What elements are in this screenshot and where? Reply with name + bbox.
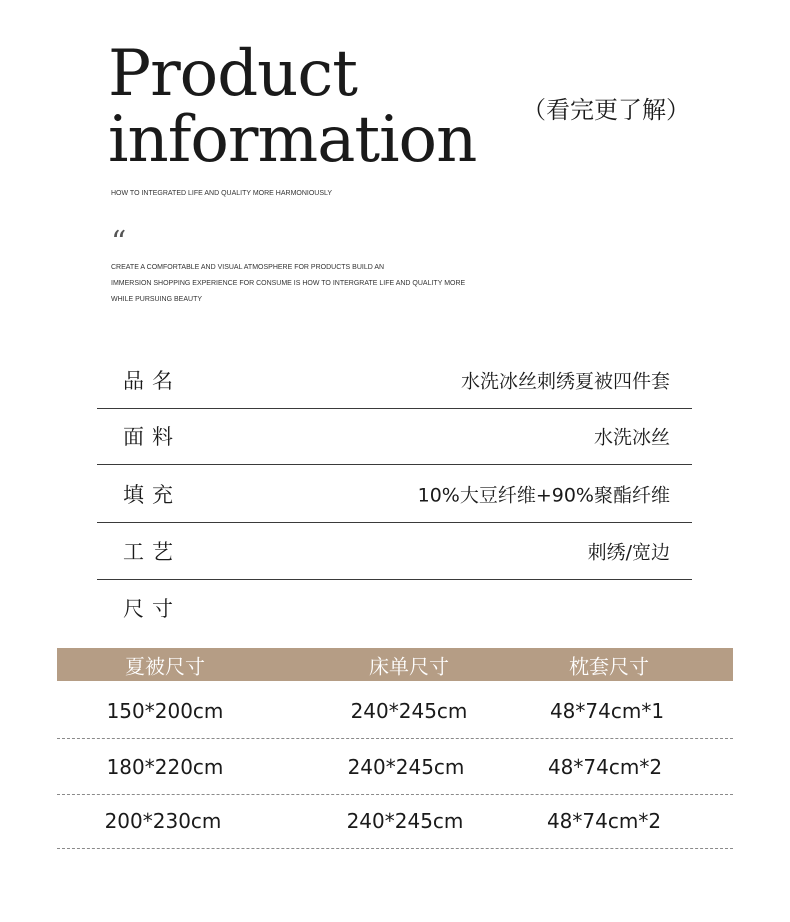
body-text-line-2: IMMERSION SHOPPING EXPERIENCE FOR CONSUME IS HOW TO INTERGRATE LIFE AND QUALITY MORE: [111, 280, 466, 287]
spec-label: 尺寸: [123, 597, 181, 621]
quilt-size-cell: 150*200cm: [106, 698, 224, 723]
spec-label: 品名: [123, 369, 181, 393]
size-table-row: [57, 683, 733, 739]
sheet-size-cell: 240*245cm: [346, 808, 464, 833]
spec-value: 10%大豆纤维+90%聚酯纤维: [417, 484, 670, 506]
size-table-row: [57, 739, 733, 795]
sheet-size-cell: 240*245cm: [347, 754, 465, 779]
quilt-size-cell: 200*230cm: [104, 808, 222, 833]
title-information: information: [108, 103, 477, 177]
spec-row-name: [97, 352, 692, 409]
body-text-line-3: WHILE PURSUING BEAUTY: [111, 296, 203, 303]
body-text-line-1: CREATE A COMFORTABLE AND VISUAL ATMOSPHERE FOR PRODUCTS BUILD AN: [111, 264, 385, 271]
spec-label: 面料: [123, 425, 181, 449]
spec-row-fabric: [97, 408, 692, 465]
header-sheet-size: 床单尺寸: [369, 654, 449, 678]
sheet-size-cell: 240*245cm: [350, 698, 468, 723]
spec-row-size: [97, 580, 692, 636]
header-pillowcase-size: 枕套尺寸: [569, 654, 649, 678]
pillowcase-size-cell: 48*74cm*2: [546, 808, 662, 833]
size-table-row: [57, 793, 733, 849]
size-table-header: [57, 648, 733, 681]
tagline: HOW TO INTEGRATED LIFE AND QUALITY MORE HARMONIOUSLY: [111, 190, 333, 197]
spec-label: 填充: [123, 482, 181, 507]
pillowcase-size-cell: 48*74cm*1: [549, 698, 665, 723]
read-more-note: （看完更了解）: [522, 96, 690, 124]
spec-row-filling: [97, 465, 692, 523]
quilt-size-cell: 180*220cm: [106, 754, 224, 779]
spec-value: 刺绣/宽边: [587, 541, 670, 564]
spec-label: 工艺: [123, 540, 181, 564]
pillowcase-size-cell: 48*74cm*2: [547, 754, 663, 779]
spec-value: 水洗冰丝刺绣夏被四件套: [460, 370, 670, 393]
title-product: Product: [108, 37, 357, 111]
spec-value: 水洗冰丝: [593, 426, 670, 449]
spec-row-craft: [97, 523, 692, 580]
quote-icon: “: [111, 225, 127, 260]
header-quilt-size: 夏被尺寸: [125, 654, 205, 678]
